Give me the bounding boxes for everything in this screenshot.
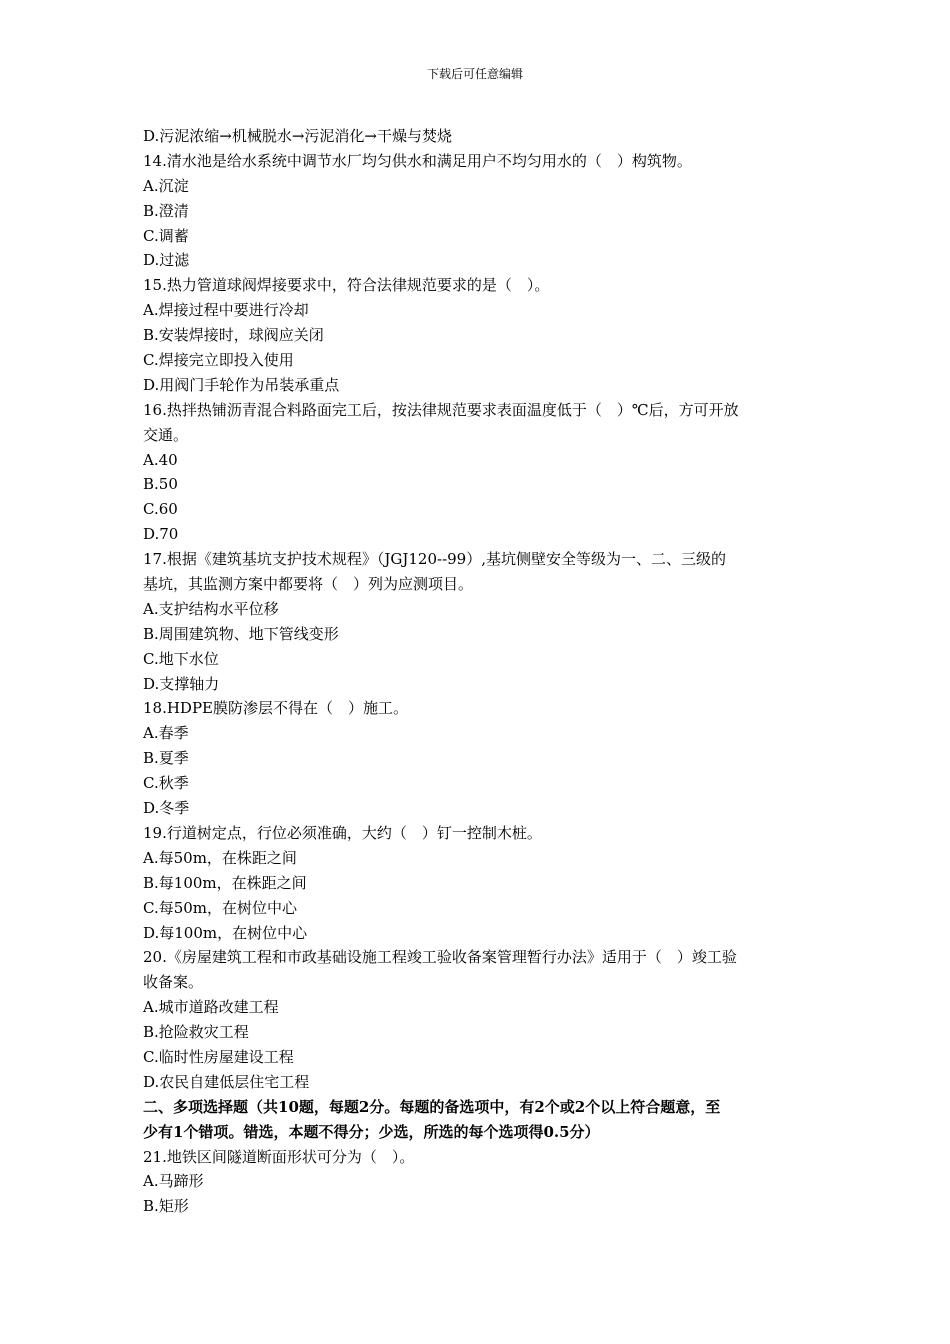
question-17: 17.根据《建筑基坑支护技术规程》（JGJ120--99）,基坑侧壁安全等级为一、二、三级的 bbox=[143, 550, 726, 569]
option-line: D.过滤 bbox=[143, 251, 190, 270]
option-line: B.周围建筑物、地下管线变形 bbox=[143, 624, 339, 643]
document-body bbox=[143, 124, 813, 1219]
question-19: 19.行道树定点，行位必须准确，大约（ ）钉一控制木桩。 bbox=[143, 823, 542, 842]
option-line: D.支撑轴力 bbox=[143, 674, 220, 693]
option-line: C.临时性房屋建设工程 bbox=[143, 1047, 294, 1066]
question-21: 21.地铁区间隧道断面形状可分为（ ）。 bbox=[143, 1147, 415, 1166]
option-line: B.每100m，在株距之间 bbox=[143, 873, 307, 892]
option-line: A.每50m，在株距之间 bbox=[143, 848, 297, 867]
question-18: 18.HDPE膜防渗层不得在（ ）施工。 bbox=[143, 699, 409, 718]
option-line: C.焊接完立即投入使用 bbox=[143, 351, 294, 370]
question-20-continued: 收备案。 bbox=[143, 973, 204, 992]
option-line: B.矩形 bbox=[143, 1197, 189, 1216]
option-line: C.60 bbox=[143, 500, 178, 519]
section-heading-continued: 少有1个错项。错选，本题不得分；少选，所选的每个选项得0.5分） bbox=[143, 1122, 600, 1141]
option-line: B.澄清 bbox=[143, 201, 189, 220]
option-line: B.50 bbox=[143, 475, 178, 494]
page-header bbox=[0, 66, 950, 82]
option-line: A.沉淀 bbox=[143, 176, 189, 195]
option-line: B.夏季 bbox=[143, 749, 189, 768]
option-line: C.调蓄 bbox=[143, 226, 189, 245]
option-line: C.每50m，在树位中心 bbox=[143, 898, 298, 917]
question-16-continued: 交通。 bbox=[143, 425, 189, 444]
question-17-continued: 基坑，其监测方案中都要将（ ）列为应测项目。 bbox=[143, 575, 474, 594]
option-line: B.抢险救灾工程 bbox=[143, 1023, 249, 1042]
option-line: D.用阀门手轮作为吊装承重点 bbox=[143, 375, 340, 394]
option-line: D.每100m，在树位中心 bbox=[143, 923, 308, 942]
question-16: 16.热拌热铺沥青混合料路面完工后，按法律规范要求表面温度低于（ ）℃后，方可开放 bbox=[143, 400, 739, 419]
option-line: A.城市道路改建工程 bbox=[143, 998, 279, 1017]
option-line: D.冬季 bbox=[143, 799, 190, 818]
option-line: C.地下水位 bbox=[143, 649, 219, 668]
question-14: 14.清水池是给水系统中调节水厂均匀供水和满足用户不均匀用水的（ ）构筑物。 bbox=[143, 151, 692, 170]
option-line: A.焊接过程中要进行冷却 bbox=[143, 301, 309, 320]
header-watermark-text: 下载后可任意编辑 bbox=[426, 67, 523, 81]
option-line: B.安装焊接时，球阀应关闭 bbox=[143, 326, 324, 345]
section-heading: 二、多项选择题（共10题，每题2分。每题的备选项中，有2个或2个以上符合题意，至 bbox=[143, 1097, 721, 1116]
question-20: 20.《房屋建筑工程和市政基础设施工程竣工验收备案管理暂行办法》适用于（ ）竣工验 bbox=[143, 948, 737, 967]
option-line: D.70 bbox=[143, 525, 179, 544]
option-line: D.污泥浓缩→机械脱水→污泥消化→干燥与焚烧 bbox=[143, 127, 452, 145]
option-line: A.40 bbox=[143, 450, 178, 469]
question-15: 15.热力管道球阀焊接要求中，符合法律规范要求的是（ ）。 bbox=[143, 276, 550, 295]
option-line: C.秋季 bbox=[143, 774, 189, 793]
option-line: A.春季 bbox=[143, 724, 189, 743]
option-line: A.支护结构水平位移 bbox=[143, 599, 279, 618]
option-line: A.马蹄形 bbox=[143, 1172, 204, 1191]
option-line: D.农民自建低层住宅工程 bbox=[143, 1072, 310, 1091]
